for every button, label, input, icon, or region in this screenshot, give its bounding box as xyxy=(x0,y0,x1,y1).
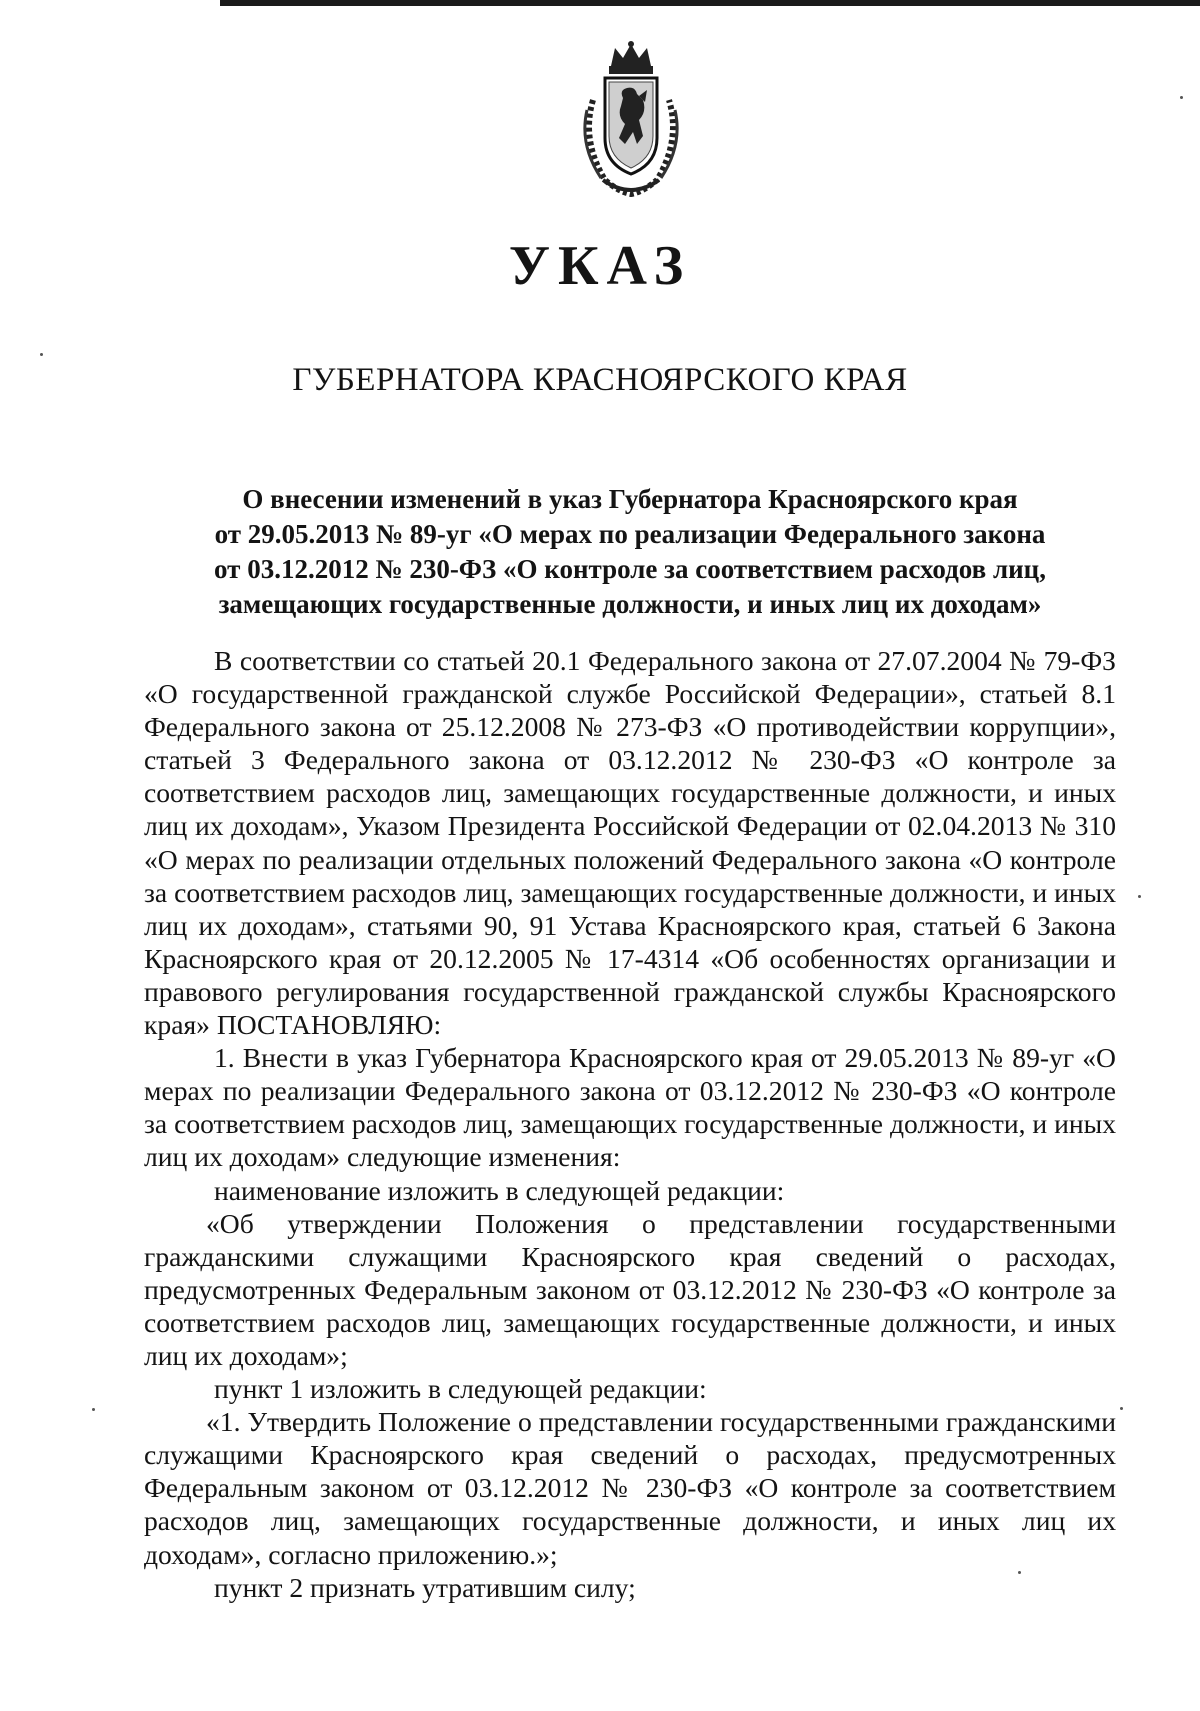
heading-line: от 03.12.2012 № 230-ФЗ «О контроле за соответствием расходов лиц, xyxy=(214,554,1046,584)
coat-of-arms-icon xyxy=(573,40,689,200)
heading-line: замещающих государственные должности, и иных лиц их доходам» xyxy=(218,589,1042,619)
paragraph-item-1: 1. Внести в указ Губернатора Красноярского края от 29.05.2013 № 89-уг «О мерах по реализации Федерального закона от 03.12.2012 № 230-ФЗ «О контроле за соответствием расходов лиц, замещающих государственные должности, и иных лиц их доходам» следующие изменения: xyxy=(144,1042,1116,1173)
scan-speck xyxy=(1138,895,1141,898)
document-issuer: ГУБЕРНАТОРА КРАСНОЯРСКОГО КРАЯ xyxy=(292,362,908,398)
scan-speck xyxy=(1018,1571,1021,1574)
paragraph-new-name: «Об утверждении Положения о представлении государственными гражданскими служащими Красноярского края сведений о расходах, предусмотренных Федеральным законом от 03.12.2012 № 230-ФЗ «О контроле за соответствием расходов лиц, замещающих государственные должности, и иных лиц их доходам»; xyxy=(144,1207,1116,1371)
paragraph-name-change: наименование изложить в следующей редакции: xyxy=(214,1174,785,1206)
decree-heading xyxy=(150,482,1110,622)
heading-line: О внесении изменений в указ Губернатора Красноярского края xyxy=(242,484,1018,514)
heading-line: от 29.05.2013 № 89-уг «О мерах по реализации Федерального закона xyxy=(214,519,1046,549)
decree-body xyxy=(144,644,1116,1604)
scan-speck xyxy=(1180,96,1183,99)
paragraph-point-1-change: пункт 1 изложить в следующей редакции: xyxy=(214,1373,707,1405)
document-title: УКАЗ xyxy=(508,235,692,297)
paragraph-preamble: В соответствии со статьей 20.1 Федерального закона от 27.07.2004 № 79-ФЗ «О государственной гражданской службе Российской Федерации», статьей 8.1 Федерального закона от 25.12.2008 № 273-ФЗ «О противодействии коррупции», статьей 3 Федерального закона от 03.12.2012 № 230-ФЗ «О контроле за соответствием расходов лиц, замещающих государственные должности, и иных лиц их доходам», Указом Президента Российской Федерации от 02.04.2013 № 310 «О мерах по реализации отдельных положений Федерального закона «О контроле за соответствием расходов лиц, замещающих государственные должности, и иных лиц их доходам», статьями 90, 91 Устава Красноярского края, статьей 6 Закона Красноярского края от 20.12.2005 № 17-4314 «Об особенностях организации и правового регулирования государственной гражданской службы Красноярского края» ПОСТАНОВЛЯЮ: xyxy=(144,645,1116,1041)
paragraph-point-2-void: пункт 2 признать утратившим силу; xyxy=(214,1571,636,1603)
scan-speck xyxy=(92,1408,95,1411)
scan-speck xyxy=(40,353,43,356)
scan-top-edge xyxy=(220,0,1200,6)
scan-speck xyxy=(1120,1407,1123,1410)
paragraph-new-point-1: «1. Утвердить Положение о представлении государственными гражданскими служащими Красноярского края сведений о расходах, предусмотренных Федеральным законом от 03.12.2012 № 230-ФЗ «О контроле за соответствием расходов лиц, замещающих государственные должности, и иных лиц их доходам», согласно приложению.»; xyxy=(144,1406,1116,1570)
